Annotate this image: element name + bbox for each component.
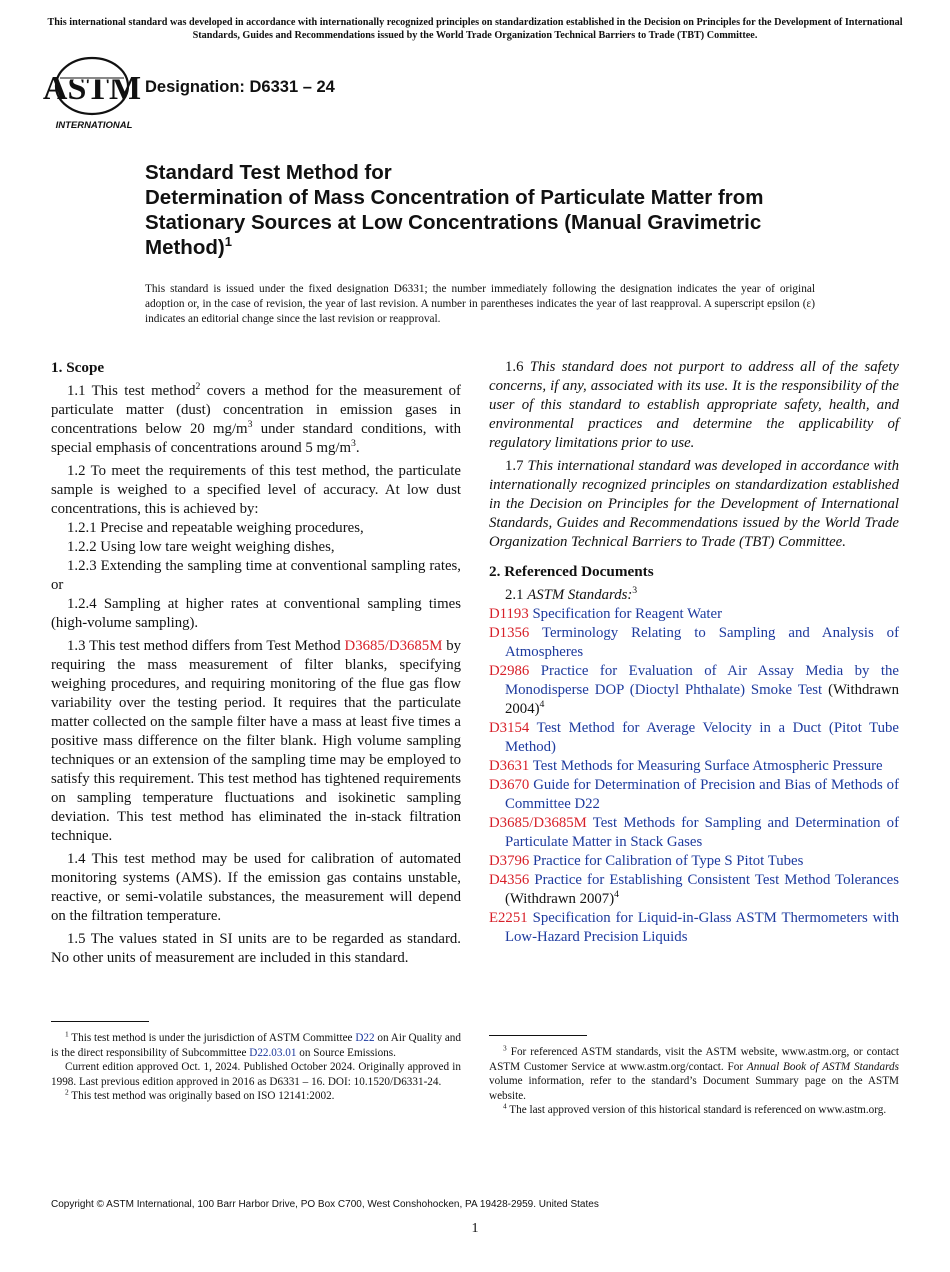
- reference-code-link[interactable]: D2986: [489, 663, 530, 679]
- reference-item: [489, 624, 899, 662]
- logo-international-text: INTERNATIONAL: [55, 120, 133, 131]
- footnote-2: $^2$ This test method was originally based on ISO 12141:2002.: [65, 1087, 335, 1102]
- reference-code-link[interactable]: D3670: [489, 777, 530, 793]
- wto-tbt-notice: This international standard was developed in accordance with internationally recognized principles on standardization established in the Decision on Principles for the Development of International Standards, Guides and Recommendations issued by the World Trade Organization Technical Barriers to Trade (TBT) Committee.: [47, 17, 903, 41]
- astm-international-logo: [42, 56, 142, 132]
- right-column: [489, 358, 899, 947]
- reference-title-link[interactable]: Guide for Determination of Precision and Bias of Methods of Committee D22: [505, 777, 899, 812]
- reference-title-link[interactable]: Practice for Establishing Consistent Test Method Tolerances: [534, 872, 899, 888]
- reference-title-link[interactable]: Practice for Evaluation of Air Assay Media by the Monodisperse DOP (Dioctyl Phthalate) Smoke Test: [505, 663, 900, 698]
- section-1-5: 1.5 The values stated in SI units are to be regarded as standard. No other units of measurement are included in this standard.: [51, 931, 461, 966]
- link-d22-03-01[interactable]: D22.03.01: [249, 1046, 297, 1059]
- reference-code-link[interactable]: D3154: [489, 720, 530, 736]
- reference-item: [489, 909, 899, 947]
- referenced-documents-heading: 2. Referenced Documents: [489, 563, 654, 580]
- reference-title-link[interactable]: Practice for Calibration of Type S Pitot Tubes: [532, 853, 804, 869]
- reference-title-link[interactable]: Terminology Relating to Sampling and Analysis of Atmospheres: [505, 625, 900, 660]
- reference-item: [489, 757, 899, 776]
- reference-item: [489, 814, 899, 852]
- title-line-2: Determination of Mass Concentration of Particulate Matter from Stationary Sources at Low Concentrations (Manual Gravimetric Method): [145, 186, 764, 259]
- reference-code-link[interactable]: E2251: [489, 910, 528, 926]
- section-1-2: 1.2 To meet the requirements of this test method, the particulate sample is weighed to a specified level of accuracy. At low dust concentrations, this is achieved by:: [51, 463, 461, 517]
- left-column: [51, 358, 461, 972]
- reference-title-link[interactable]: Specification for Reagent Water: [532, 606, 723, 622]
- footnote-3: $^3$ For referenced ASTM standards, visit the ASTM website, www.astm.org, or contact ASTM Customer Service at www.astm.org/contact. For Annual Book of ASTM Standards volume information, refer to the standard’s Document Summary page on the ASTM website.: [489, 1043, 899, 1102]
- page-number: 1: [471, 1221, 479, 1236]
- reference-withdrawn-note: (Withdrawn 2007): [505, 891, 615, 907]
- issuance-note: This standard is issued under the fixed designation D6331; the number immediately following the designation indicates the year of original adoption or, in the case of revision, the year of last revision. A number in parentheses indicates the year of last reapproval. A superscript epsilon (ε) indicates an editorial change since the last revision or reapproval.: [145, 283, 815, 325]
- reference-title-link[interactable]: Test Methods for Measuring Surface Atmospheric Pressure: [532, 758, 883, 774]
- designation: Designation: D6331 – 24: [145, 78, 335, 96]
- reference-withdrawn-note: (Withdrawn 2004): [505, 682, 899, 717]
- reference-item: [489, 719, 899, 757]
- section-1-1: 1.1 This test method$^2$ covers a method for the measurement of particulate matter (dust) concentration in emission gases in concentrations below 20 $mg/m^3$ under standard conditions, with special emphasis of concentrations around 5 $mg/m^3$.: [51, 381, 461, 456]
- section-1-2-2: 1.2.2 Using low tare weight weighing dishes,: [67, 539, 335, 555]
- reference-item: [489, 871, 899, 909]
- link-d22[interactable]: D22: [355, 1032, 375, 1044]
- footnote-4: $^4$ The last approved version of this historical standard is referenced on www.astm.org.: [503, 1101, 887, 1116]
- section-1-7: 1.7 This international standard was developed in accordance with internationally recognized principles on standardization established in the Decision on Principles for the Development of International Standards, Guides and Recommendations issued by the World Trade Organization Technical Barriers to Trade (TBT) Committee.: [489, 458, 899, 550]
- reference-footnote-mark: 4: [539, 699, 545, 711]
- footnote-rule-left: [51, 1021, 149, 1022]
- reference-code-link[interactable]: D3631: [489, 758, 530, 774]
- section-1-6: 1.6 This standard does not purport to address all of the safety concerns, if any, associated with its use. It is the responsibility of the user of this standard to establish appropriate safety, health, and environmental practices and determine the applicability of regulatory limitations prior to use.: [489, 359, 899, 451]
- reference-code-link[interactable]: D1193: [489, 606, 529, 622]
- reference-footnote-mark: 4: [614, 889, 619, 901]
- section-1-2-3: 1.2.3 Extending the sampling time at conventional sampling rates, or: [51, 558, 461, 593]
- copyright-line: Copyright © ASTM International, 100 Barr Harbor Drive, PO Box C700, West Conshohocken, PA 19428-2959. United States: [51, 1199, 599, 1210]
- footnotes-left: [51, 1031, 461, 1104]
- section-1-2-4: 1.2.4 Sampling at higher rates at conventional sampling times (high-volume sampling).: [51, 596, 461, 631]
- section-1-4: 1.4 This test method may be used for calibration of automated monitoring systems (AMS). If the emission gas contains unstable, reactive, or semi-volatile substances, the measurement will depend on the filtration temperature.: [51, 851, 461, 924]
- reference-title-link[interactable]: Specification for Liquid-in-Glass ASTM Thermometers with Low-Hazard Precision Liquids: [505, 910, 899, 945]
- astm-standards-label: 2.1 ASTM Standards:$^3$: [505, 585, 638, 603]
- reference-title-link[interactable]: Test Method for Average Velocity in a Duct (Pitot Tube Method): [505, 720, 900, 755]
- reference-item: [489, 776, 899, 814]
- scope-heading: 1. Scope: [51, 359, 105, 376]
- section-1-3: 1.3 This test method differs from Test Method D3685/D3685M by requiring the mass measurement of filter blanks, specifying weighing procedures, and requiring monitoring of the flue gas flow variability over the testing period. It requires that the particulate matter collected on the sample filter have a mass at least five times a positive mass difference on the filter blank. High volume sampling techniques or an extension of the sampling time may be employed to satisfy this requirement. This test method has tightened requirements on sampling temperature fluctuations and isokinetic sampling deviation. This test method has eliminated the in-stack filtration technique.: [51, 638, 461, 844]
- footnotes-right: [489, 1045, 899, 1118]
- reference-code-link[interactable]: D3685/D3685M: [489, 815, 587, 831]
- footnote-1-edition: Current edition approved Oct. 1, 2024. Published October 2024. Originally approved in 1998. Last previous edition approved in 2016 as D6331 – 16. DOI: 10.1520/D6331-24.: [51, 1061, 461, 1088]
- footnote-1: $^1$ This test method is under the jurisdiction of ASTM Committee D22 on Air Quality and is the direct responsibility of Subcommittee D22.03.01 on Source Emissions.: [51, 1029, 461, 1059]
- reference-list: [489, 605, 899, 947]
- link-d3685[interactable]: D3685/D3685M: [344, 638, 443, 654]
- title-line-1: Standard Test Method for: [145, 161, 392, 184]
- logo-letters: ASTM: [42, 70, 142, 107]
- reference-item: [489, 662, 899, 719]
- reference-code-link[interactable]: D3796: [489, 853, 530, 869]
- reference-item: [489, 852, 899, 871]
- title-footnote-mark: 1: [224, 234, 232, 250]
- document-title: [145, 160, 845, 260]
- reference-code-link[interactable]: D1356: [489, 625, 530, 641]
- footnote-rule-right: [489, 1035, 587, 1036]
- reference-code-link[interactable]: D4356: [489, 872, 530, 888]
- reference-item: [489, 605, 899, 624]
- section-1-2-1: 1.2.1 Precise and repeatable weighing procedures,: [67, 520, 364, 536]
- reference-title-link[interactable]: Test Methods for Sampling and Determination of Particulate Matter in Stack Gases: [505, 815, 899, 850]
